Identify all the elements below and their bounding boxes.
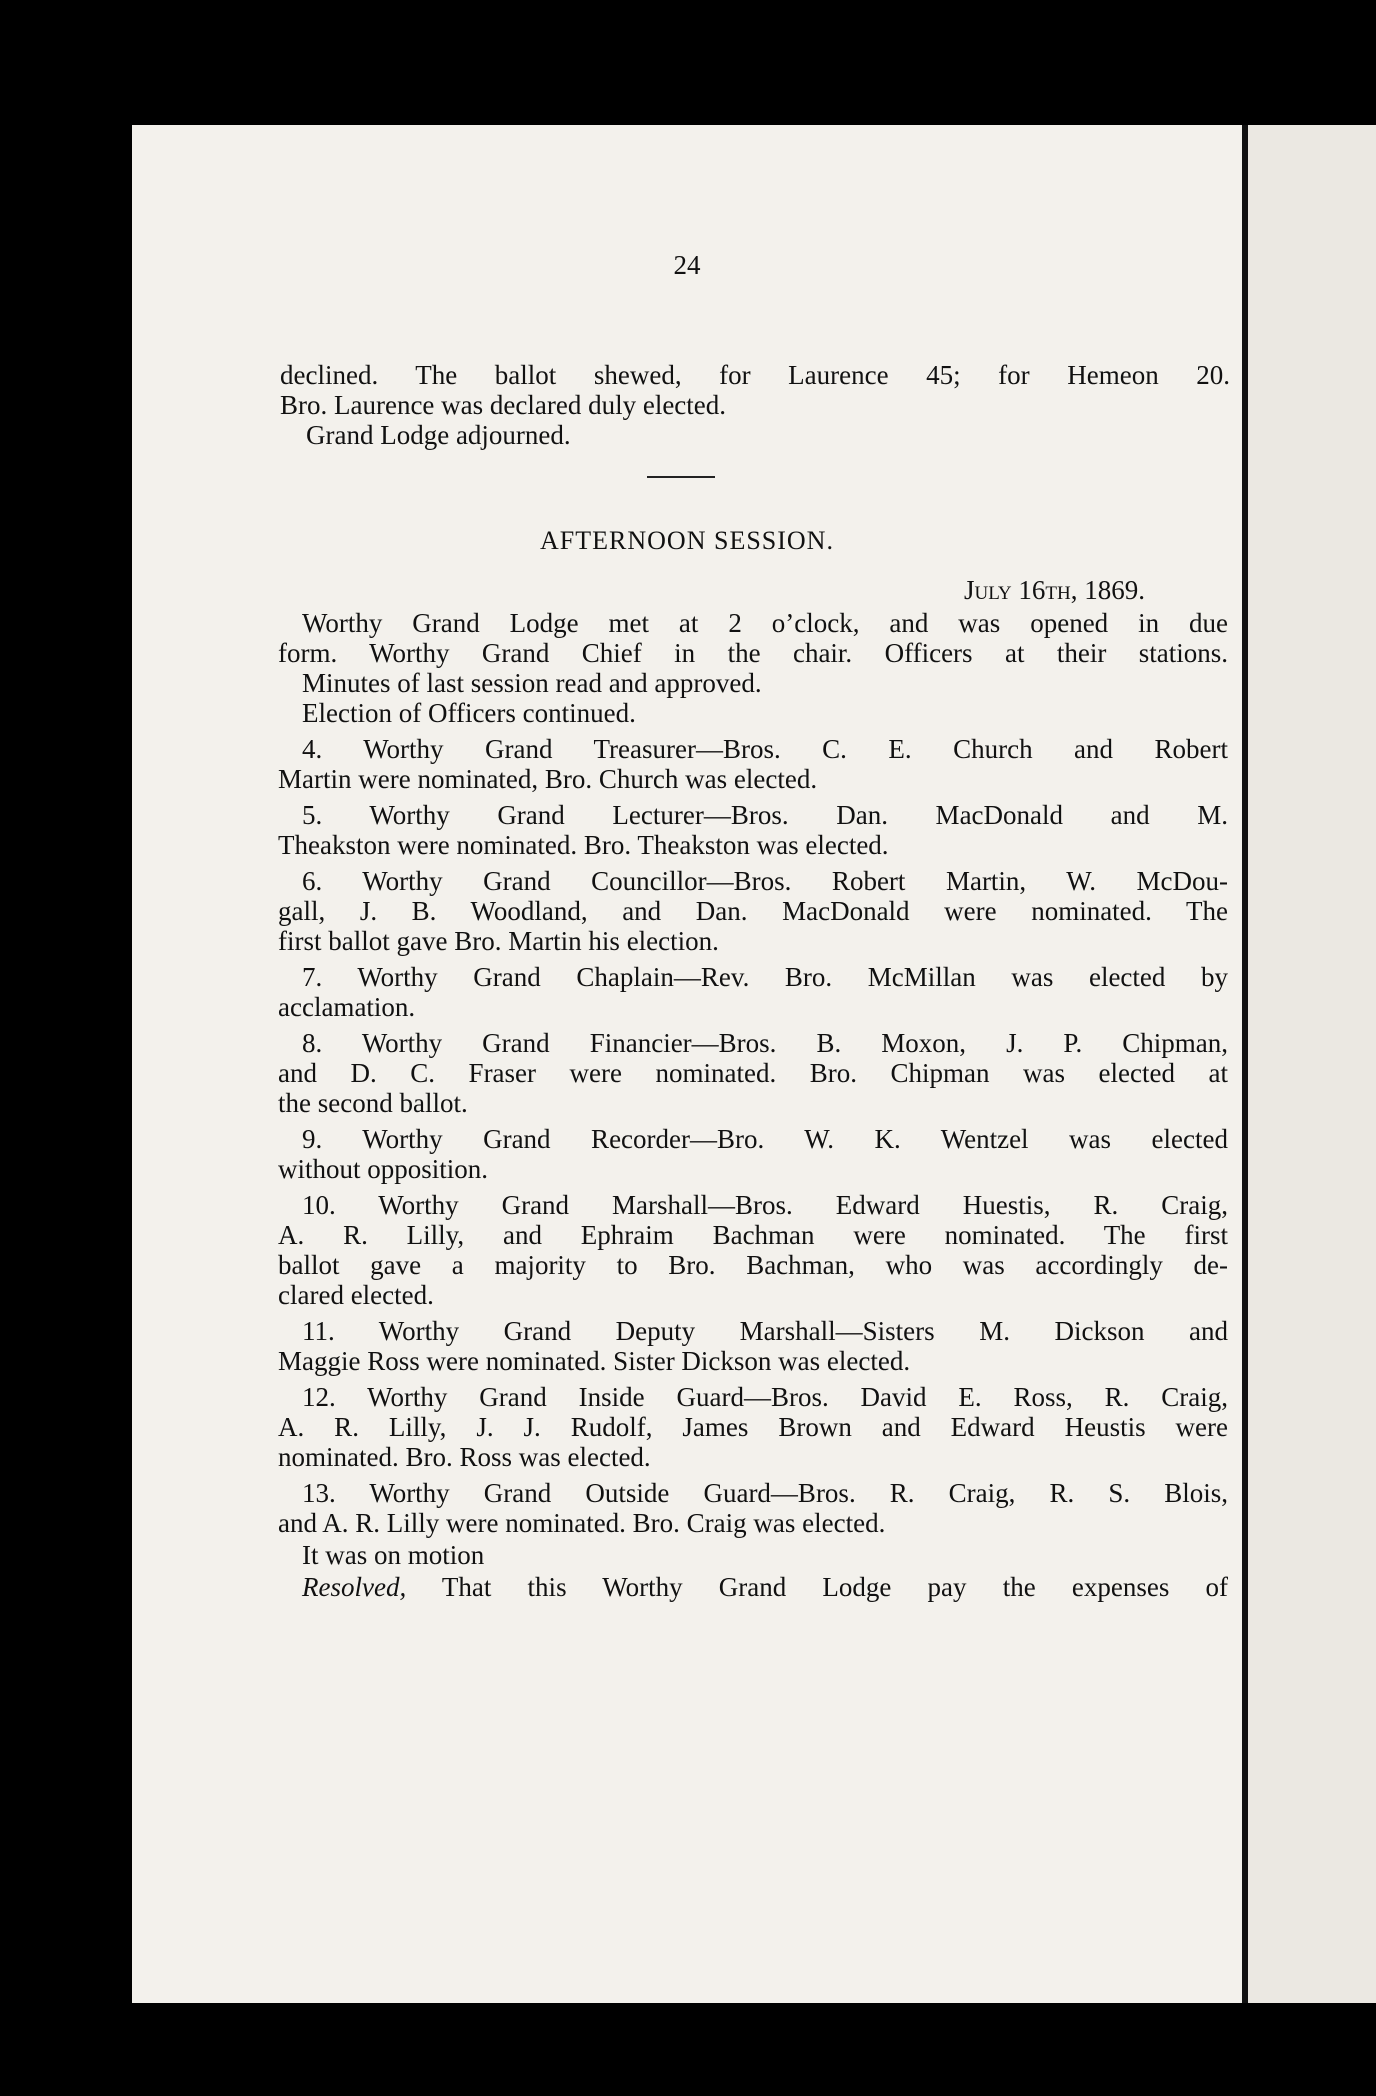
- text-line: gall, J. B. Woodland, and Dan. MacDonald were nominated. The: [278, 896, 1228, 926]
- section-divider: [647, 476, 715, 478]
- text-line: Bro. Laurence was declared duly elected.: [280, 390, 727, 420]
- text-line: A. R. Lilly, and Ephraim Bachman were nominated. The first: [278, 1220, 1228, 1250]
- text-line: Maggie Ross were nominated. Sister Dickson was elected.: [278, 1346, 911, 1376]
- text-line: without opposition.: [278, 1154, 489, 1184]
- text-line: Minutes of last session read and approved.: [302, 668, 762, 698]
- text-line: declined. The ballot shewed, for Laurence 45; for Hemeon 20.: [280, 360, 1230, 390]
- text-line: 7. Worthy Grand Chaplain—Rev. Bro. McMillan was elected by: [302, 962, 1228, 992]
- text-line: first ballot gave Bro. Martin his election.: [278, 926, 719, 956]
- text-line: acclamation.: [278, 992, 416, 1022]
- text-line: Grand Lodge adjourned.: [306, 420, 571, 450]
- text-line: Theakston were nominated. Bro. Theakston was elected.: [278, 830, 889, 860]
- text-line: Worthy Grand Lodge met at 2 o’clock, and was opened in due: [302, 608, 1228, 638]
- text-line: and D. C. Fraser were nominated. Bro. Chipman was elected at: [278, 1058, 1228, 1088]
- text-line: ballot gave a majority to Bro. Bachman, who was accordingly de-: [278, 1250, 1228, 1280]
- text-line: 12. Worthy Grand Inside Guard—Bros. David E. Ross, R. Craig,: [302, 1382, 1228, 1412]
- text-line: It was on motion: [302, 1540, 485, 1570]
- text-line: 13. Worthy Grand Outside Guard—Bros. R. Craig, R. S. Blois,: [302, 1478, 1228, 1508]
- text-line: Martin were nominated, Bro. Church was elected.: [278, 764, 818, 794]
- text-line: 10. Worthy Grand Marshall—Bros. Edward Huestis, R. Craig,: [302, 1190, 1228, 1220]
- text-line: 6. Worthy Grand Councillor—Bros. Robert Martin, W. McDou-: [302, 866, 1228, 896]
- text-line: A. R. Lilly, J. J. Rudolf, James Brown and Edward Heustis were: [278, 1412, 1228, 1442]
- text-line: nominated. Bro. Ross was elected.: [278, 1442, 651, 1472]
- session-date: July 16th, 1869.: [964, 575, 1145, 605]
- text-line: [302, 1571, 1228, 1603]
- text-line: 4. Worthy Grand Treasurer—Bros. C. E. Church and Robert: [302, 734, 1228, 764]
- page-number: 24: [673, 250, 701, 280]
- text-line: clared elected.: [278, 1280, 434, 1310]
- resolution-text: That this Worthy Grand Lodge pay the expenses of: [441, 1572, 1229, 1602]
- text-line: 11. Worthy Grand Deputy Marshall—Sisters M. Dickson and: [302, 1316, 1228, 1346]
- text-line: form. Worthy Grand Chief in the chair. Officers at their stations.: [278, 638, 1228, 668]
- text-line: 8. Worthy Grand Financier—Bros. B. Moxon, J. P. Chipman,: [302, 1028, 1228, 1058]
- text-line: 9. Worthy Grand Recorder—Bro. W. K. Wentzel was elected: [302, 1124, 1228, 1154]
- page-content: [132, 125, 1242, 2003]
- resolved-label: Resolved,: [302, 1572, 407, 1602]
- text-line: and A. R. Lilly were nominated. Bro. Craig was elected.: [278, 1508, 886, 1538]
- text-line: the second ballot.: [278, 1088, 468, 1118]
- text-line: 5. Worthy Grand Lecturer—Bros. Dan. MacDonald and M.: [302, 800, 1228, 830]
- section-heading: AFTERNOON SESSION.: [540, 526, 834, 555]
- text-line: Election of Officers continued.: [302, 698, 636, 728]
- adjacent-page: [1248, 125, 1376, 2003]
